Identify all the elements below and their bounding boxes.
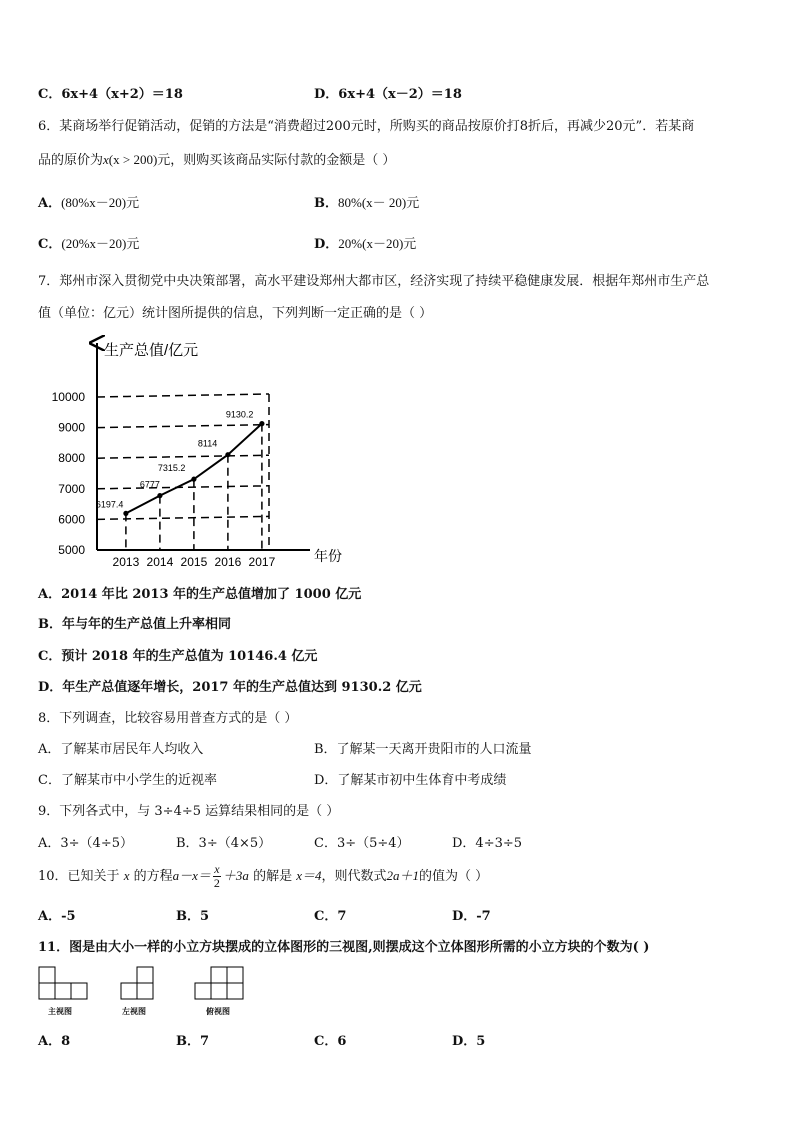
q7-option-a: A．2014 年比 2013 年的生产总值增加了 1000 亿元 [38, 587, 362, 602]
q11-stem: 11．图是由大小一样的小立方块摆成的立体图形的三视图,则摆成这个立体图形所需的小立方块的个数为( ) [38, 940, 650, 955]
q10-equation-left: a－x＝ [172, 868, 211, 883]
front-view-label: 主视图 [48, 1006, 72, 1016]
q10-equation-right: ＋3a [222, 868, 249, 883]
q9-option-a: A．3÷（4÷5） [38, 836, 133, 851]
q5-option-d: D．6x+4（x－2）＝18 [314, 87, 462, 102]
q5-option-c: C．6x+4（x+2）＝18 [38, 87, 183, 102]
x-tick-labels [113, 555, 276, 569]
q6-option-b: B．80%(x－ 20)元 [314, 195, 420, 211]
q9-option-b: B．3÷（4×5） [176, 836, 272, 851]
q11-option-a: A．8 [38, 1034, 71, 1049]
left-view-figure [120, 966, 160, 1016]
q6-option-a-math: (80%x－20) [61, 195, 127, 210]
q10-option-d: D．-7 [452, 909, 491, 924]
data-label: 6197.4 [95, 499, 124, 510]
q8-option-d: D．了解某市初中生体育中考成绩 [314, 773, 507, 788]
q10-option-c: C．7 [314, 909, 347, 924]
y-tick-label: 7000 [58, 481, 85, 496]
x-tick-label: 2013 [112, 555, 140, 569]
q6-stem-text-b: 元，则购买该商品实际付款的金额是（ ） [157, 153, 396, 168]
data-label: 6777 [139, 479, 160, 490]
data-points [123, 421, 264, 516]
q11-option-c: C．6 [314, 1034, 347, 1049]
q6-stem-text-a: 品的原价为 [38, 153, 104, 168]
q10-stem: 10．已知关于 x 的方程a－x＝ $\frac{x}{2}$ ＋3a 的解是 x＝4，则代数式2a＋1的值为（ ） [38, 862, 489, 890]
q11-option-b: B．7 [176, 1034, 210, 1049]
q8-option-b: B．了解某一天离开贵阳市的人口流量 [314, 742, 532, 757]
q6-stem-var: x [103, 152, 109, 167]
q6-stem-line1: 6．某商场举行促销活动，促销的方法是“消费超过200元时，所购买的商品按原价打8折后，再减少20元”．若某商 [38, 119, 695, 134]
data-label: 8114 [197, 438, 218, 449]
y-tick-label: 8000 [58, 451, 85, 466]
y-tick-labels [52, 390, 86, 557]
q7-stem-line2: 值（单位：亿元）统计图所提供的信息，下列判断一定正确的是（ ） [38, 306, 433, 321]
front-view-grid [38, 966, 90, 1002]
q9-stem: 9．下列各式中，与 3÷4÷5 运算结果相同的是（ ） [38, 804, 340, 819]
y-tick-label: 6000 [58, 512, 85, 527]
q10-expression: 2a＋1 [386, 868, 420, 883]
x-axis-title: 年份 [314, 548, 342, 564]
q8-stem: 8．下列调查，比较容易用普查方式的是（ ） [38, 711, 298, 726]
grid-line [97, 425, 269, 428]
q6-option-a: A．(80%x－20)元 [38, 195, 140, 211]
left-view-grid [120, 966, 156, 1002]
q7-option-c: C．预计 2018 年的生产总值为 10146.4 亿元 [38, 649, 318, 664]
data-label: 7315.2 [157, 463, 186, 474]
q8-option-c: C．了解某市中小学生的近视率 [38, 773, 217, 788]
grid-line [97, 486, 269, 489]
x-tick-label: 2017 [248, 555, 276, 569]
data-point [191, 477, 196, 482]
x-tick-label: 2016 [214, 555, 242, 569]
q11-option-d: D．5 [452, 1034, 486, 1049]
top-view-figure [194, 966, 254, 1016]
grid-line [97, 516, 269, 519]
q7-stem-line1: 7．郑州市深入贯彻党中央决策部署，高水平建设郑州大都市区，经济实现了持续平稳健康发展．根据年郑州市生产总 [38, 274, 710, 289]
y-tick-label: 5000 [58, 543, 85, 557]
q6-stem-condition: (x > 200) [108, 152, 158, 167]
front-view-figure [38, 966, 98, 1016]
data-point [123, 511, 128, 516]
y-tick-label: 10000 [51, 390, 85, 404]
x-tick-label: 2015 [180, 555, 208, 569]
q6-option-b-math: 80%(x－ 20) [338, 195, 407, 210]
data-point [259, 421, 264, 426]
q10-var-x: x [123, 868, 130, 883]
x-tick-label: 2014 [146, 555, 174, 569]
q7-option-d: D．年生产总值逐年增长，2017 年的生产总值达到 9130.2 亿元 [38, 680, 422, 695]
grid-line [97, 455, 269, 458]
q6-option-d: D．20%(x－20)元 [314, 236, 417, 252]
q8-option-a: A．了解某市居民年人均收入 [38, 742, 204, 757]
q10-fraction: $\frac{x}{2}$ [213, 862, 220, 890]
top-view-label: 俯视图 [206, 1006, 230, 1016]
data-point [225, 452, 230, 457]
q10-solution: x＝4 [296, 868, 322, 883]
data-label: 9130.2 [225, 409, 254, 420]
q9-option-d: D．4÷3÷5 [452, 836, 523, 851]
y-tick-label: 9000 [58, 420, 85, 435]
gdp-line-chart [38, 335, 358, 575]
data-point [157, 493, 162, 498]
q6-option-c-math: (20%x－20) [61, 236, 127, 251]
q6-option-c: C．(20%x－20)元 [38, 236, 140, 252]
q6-option-d-math: 20%(x－20) [338, 236, 404, 251]
q6-stem-line2 [38, 149, 395, 168]
grid-line [97, 394, 269, 397]
q10-option-a: A．-5 [38, 909, 76, 924]
q9-option-c: C．3÷（5÷4） [314, 836, 410, 851]
top-view-grid [194, 966, 246, 1002]
q7-option-b: B．年与年的生产总值上升率相同 [38, 617, 231, 632]
q10-option-b: B．5 [176, 909, 210, 924]
left-view-label: 左视图 [122, 1006, 146, 1016]
y-axis-title: 生产总值/亿元 [104, 342, 199, 359]
